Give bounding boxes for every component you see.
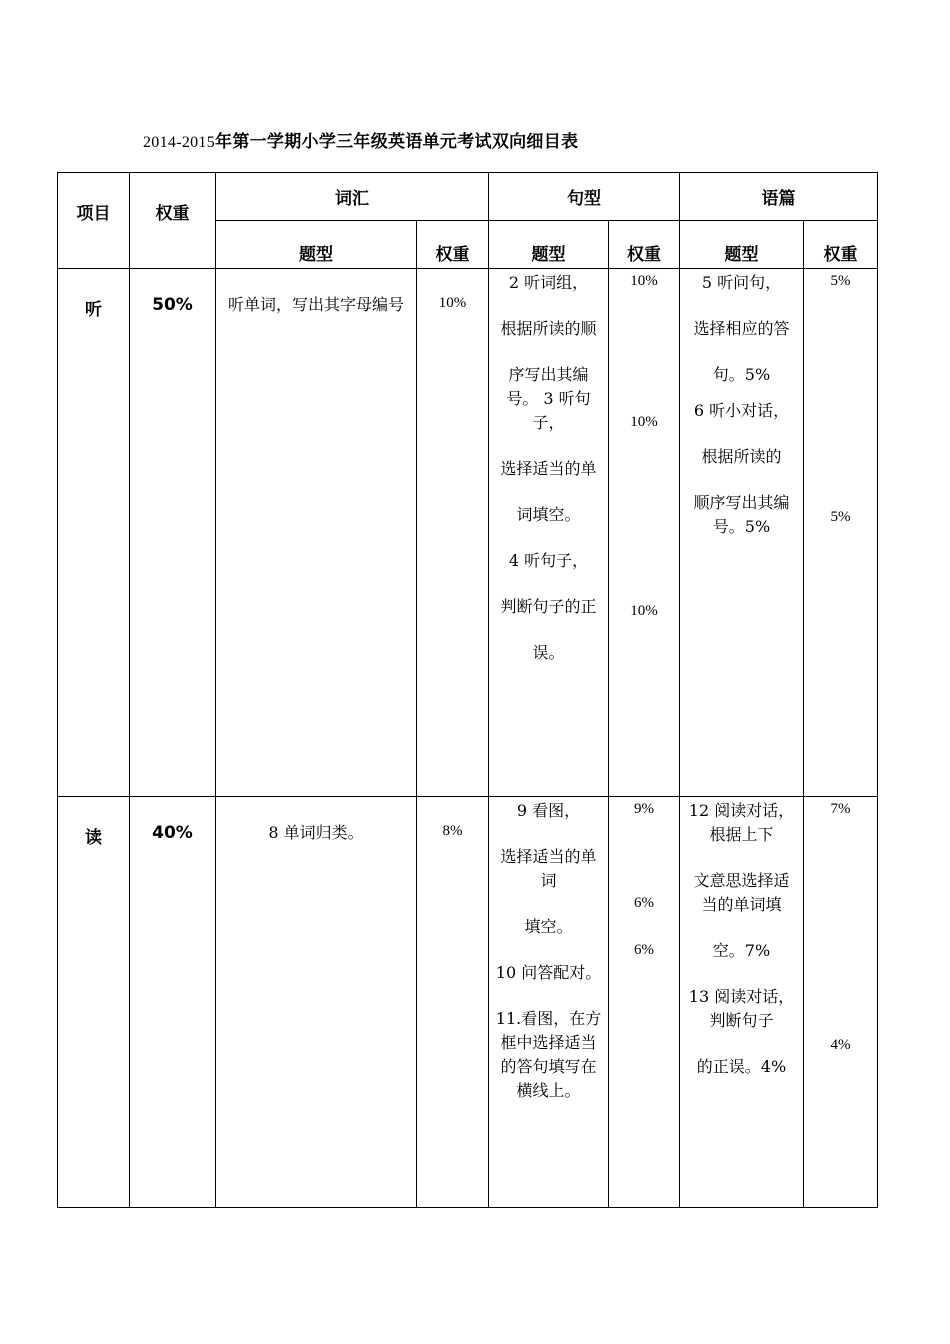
sentence-weight-value: 6%: [634, 895, 654, 911]
sentence-weight-cell: [609, 269, 680, 797]
passage-line: 13 阅读对话，判断句子: [688, 987, 795, 1030]
passage-weight-value: 5%: [830, 509, 851, 525]
passage-line: 文意思选择适当的单词填: [693, 871, 790, 914]
sentence-type-cell: [489, 269, 609, 797]
sentence-weight-cell: [609, 797, 680, 1208]
sentence-line: 2 听词组，: [508, 273, 589, 292]
sentence-weight-value: 9%: [634, 801, 654, 817]
passage-line: 12 阅读对话，根据上下: [688, 801, 795, 844]
sentence-line: 11.看图，在方框中选择适当的答句填写在横线上。: [495, 1009, 602, 1100]
header-passage-weight: 权重: [804, 221, 878, 269]
sentence-weight-value: 6%: [634, 942, 654, 958]
sentence-line: 4 听句子，: [508, 551, 589, 570]
header-sentence-type: 题型: [489, 221, 609, 269]
header-sentence: 句型: [489, 173, 680, 221]
vocab-type-cell: [216, 269, 417, 797]
spec-table: [57, 172, 878, 1208]
passage-line: 顺序写出其编号。5%: [693, 493, 790, 536]
sentence-line: 词填空。: [516, 505, 581, 524]
sentence-line: 9 看图，: [516, 801, 581, 820]
vocab-type-text: 听单词，写出其字母编号: [227, 295, 404, 314]
vocab-type-text: 8 单词归类。: [268, 823, 364, 842]
passage-weight-cell: [804, 797, 878, 1208]
passage-weight-value: 4%: [830, 1037, 851, 1053]
passage-line: 6 听小对话，: [693, 401, 790, 420]
header-vocab-type: 题型: [216, 221, 417, 269]
header-vocab-weight: 权重: [417, 221, 489, 269]
vocab-type-cell: [216, 797, 417, 1208]
passage-line: 根据所读的: [701, 447, 782, 466]
header-item: 项目: [58, 173, 130, 269]
sentence-line: 选择适当的单词: [500, 847, 597, 890]
vocab-weight-value: 10%: [438, 295, 467, 311]
vocab-weight-cell: [417, 269, 489, 797]
row-weight: 40%: [130, 797, 216, 1208]
sentence-weight-value: 10%: [630, 603, 658, 619]
passage-weight-value: 7%: [830, 801, 851, 817]
header-sentence-weight: 权重: [609, 221, 680, 269]
header-vocab: 词汇: [216, 173, 489, 221]
header-passage-type: 题型: [680, 221, 804, 269]
sentence-line: 10 问答配对。: [495, 963, 602, 982]
passage-line: 句。5%: [712, 365, 771, 384]
sentence-line: 填空。: [524, 917, 573, 936]
sentence-line: 误。: [532, 643, 565, 662]
sentence-line: 判断句子的正: [500, 597, 597, 616]
title-year: 2014-2015: [143, 134, 216, 151]
title-text: 年第一学期小学三年级英语单元考试双向细目表: [215, 132, 579, 152]
table-row-reading: [58, 797, 878, 1208]
row-weight: 50%: [130, 269, 216, 797]
header-weight: 权重: [130, 173, 216, 269]
passage-line: 的正误。4%: [696, 1057, 787, 1076]
sentence-weight-value: 10%: [630, 273, 658, 289]
sentence-line: 根据所读的顺: [500, 319, 597, 338]
sentence-weight-value: 10%: [630, 414, 658, 430]
passage-line: 选择相应的答: [693, 319, 790, 338]
passage-type-cell: [680, 269, 804, 797]
vocab-weight-value: 8%: [442, 823, 463, 839]
sentence-type-cell: [489, 797, 609, 1208]
sentence-line: 选择适当的单: [500, 459, 597, 478]
passage-weight-value: 5%: [830, 273, 851, 289]
passage-line: 空。7%: [712, 941, 771, 960]
passage-type-cell: [680, 797, 804, 1208]
table-row-listening: [58, 269, 878, 797]
passage-weight-cell: [804, 269, 878, 797]
vocab-weight-cell: [417, 797, 489, 1208]
document-title: [143, 127, 578, 152]
row-item: 听: [58, 269, 130, 797]
sentence-line: 序写出其编号。 3 听句子，: [506, 365, 591, 432]
row-item: 读: [58, 797, 130, 1208]
passage-line: 5 听问句，: [701, 273, 782, 292]
header-passage: 语篇: [680, 173, 878, 221]
